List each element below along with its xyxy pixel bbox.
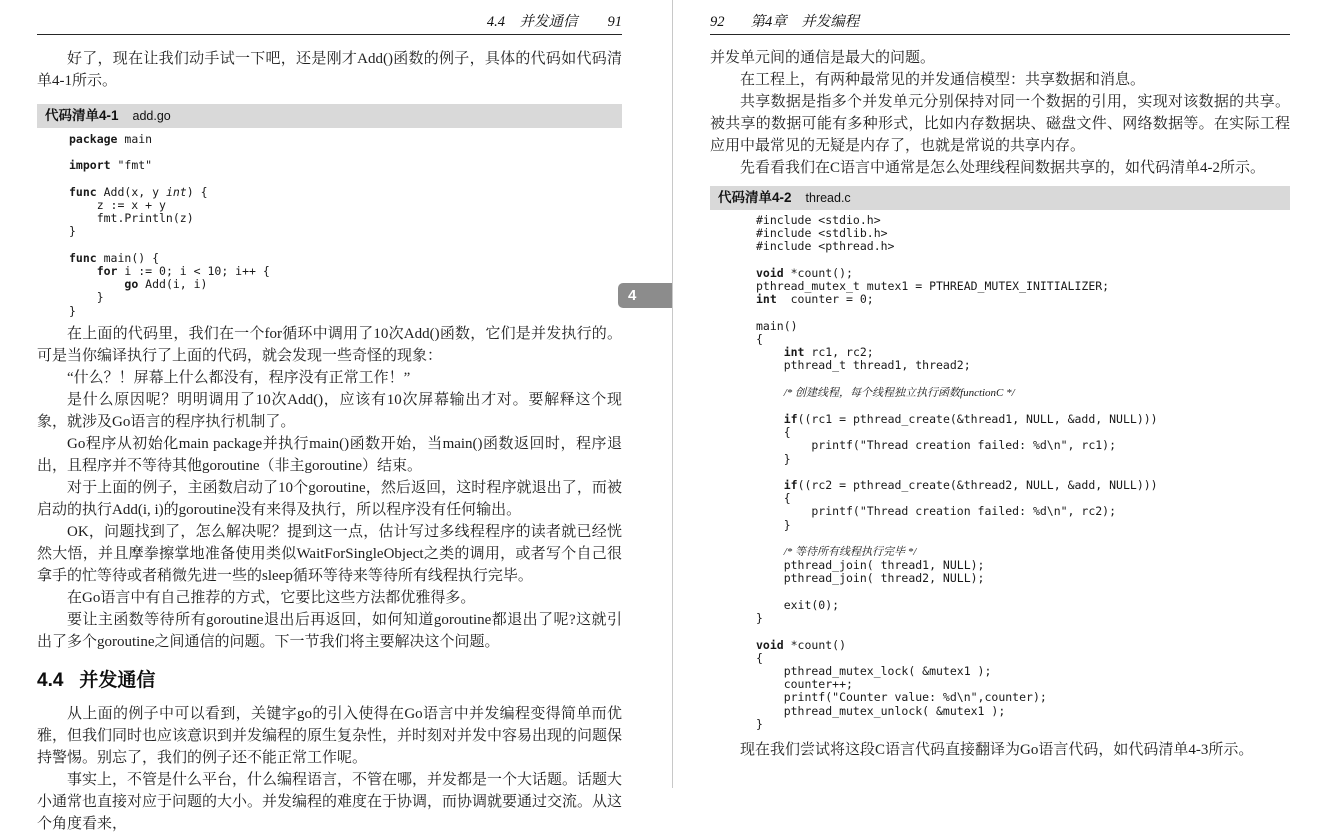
paragraph: 在工程上，有两种最常见的并发通信模型：共享数据和消息。 <box>740 72 1146 88</box>
code-line: } <box>756 611 763 626</box>
paragraph: 事实上，不管是什么平台，什么编程语言，不管在哪，并发都是一个大话题。话题大小通常也直接对应于问题的大小。并发编程的难度在于协调，而协调就要通过交流。从这个角度看来， <box>37 771 623 832</box>
intro-paragraph: 好了，现在让我们动手试一下吧，还是刚才Add()函数的例子，具体的代码如代码清单4-1所示。 <box>37 51 622 89</box>
page-92 <box>673 0 1318 761</box>
code-line: } <box>756 517 791 532</box>
listing-4-1-label: 代码清单4-1 <box>45 108 119 123</box>
shared-data-paragraphs <box>710 47 1290 179</box>
code-line: go Add(i, i) <box>124 277 208 292</box>
paragraph: “什么？！屏幕上什么都没有，程序没有正常工作！” <box>67 369 411 386</box>
code-line: for i := 0; i < 10; i++ { <box>96 264 270 279</box>
section-heading-4-4 <box>37 668 622 694</box>
listing-4-2-filename: thread.c <box>805 191 851 205</box>
code-line: printf("Thread creation failed: %d\n", rc1); <box>756 438 1117 453</box>
code-line <box>756 372 1290 385</box>
code-line: { <box>756 331 763 346</box>
listing-4-1-filename: add.go <box>132 109 171 123</box>
closing-paragraph: 现在我们尝试将这段C语言代码直接翻译为Go语言代码，如代码清单4-3所示。 <box>740 741 1254 758</box>
code-line: import "fmt" <box>69 158 153 173</box>
code-line: void *count(); <box>756 265 853 280</box>
code-line <box>756 532 1290 545</box>
code-line: z := x + y <box>69 198 166 213</box>
code-line: int rc1, rc2; <box>783 345 874 360</box>
code-line: #include <pthread.h> <box>756 239 895 254</box>
code-line: void *count() <box>756 637 847 652</box>
code-line: if((rc2 = pthread_create(&thread2, NULL, &add, NULL))) <box>783 478 1158 493</box>
page-number-92: 92 <box>710 14 725 30</box>
code-line: { <box>756 491 791 506</box>
code-line <box>756 306 1290 319</box>
page-92-running-header <box>710 0 1290 35</box>
section-4-4-paragraphs <box>37 703 622 835</box>
code-line: printf("Counter value: %d\n",counter); <box>756 690 1047 705</box>
chapter-4-thumb-tab: 4 <box>618 283 672 308</box>
code-line: if((rc1 = pthread_create(&thread1, NULL, &add, NULL))) <box>783 412 1158 427</box>
paragraph: 并发单元间的通信是最大的问题。 <box>710 50 936 66</box>
code-line: pthread_mutex_t mutex1 = PTHREAD_MUTEX_INITIALIZER; <box>756 279 1110 294</box>
code-line: } <box>756 716 763 731</box>
code-line: pthread_mutex_unlock( &mutex1 ); <box>756 703 1006 718</box>
code-line: #include <stdio.h> <box>756 213 881 227</box>
paragraph: 先看看我们在C语言中通常是怎么处理线程间数据共享的，如代码清单4-2所示。 <box>740 160 1266 176</box>
code-line: #include <stdlib.h> <box>756 226 888 241</box>
code-line: package main <box>69 132 153 146</box>
page-number-91: 91 <box>607 14 622 30</box>
page-91-running-header <box>37 0 622 35</box>
code-line: pthread_join( thread1, NULL); <box>756 558 985 573</box>
code-line: } <box>756 451 791 466</box>
paragraph: 在Go语言中有自己推荐的方式，它要比这些方法都优雅得多。 <box>67 589 476 606</box>
code-line: { <box>756 425 791 440</box>
paragraph: 共享数据是指多个并发单元分别保持对同一个数据的引用，实现对该数据的共享。被共享的数据可能有多种形式，比如内存数据块、磁盘文件、网络数据等。在实际工程应用中最常见的无疑是内存了，也就是常说的共享内存。 <box>710 94 1290 154</box>
code-line: { <box>756 650 763 665</box>
code-line: } <box>69 224 76 239</box>
listing-4-2-label: 代码清单4-2 <box>718 190 792 205</box>
section-number: 4.4 <box>37 669 64 691</box>
code-listing-4-2 <box>710 210 1290 733</box>
paragraph: 是什么原因呢？明明调用了10次Add()，应该有10次屏幕输出才对。要解释这个现象，就涉及Go语言的程序执行机制了。 <box>37 391 622 430</box>
paragraph: 对于上面的例子，主函数启动了10个goroutine，然后返回，这时程序就退出了，而被启动的执行Add(i, i)的goroutine没有来得及执行，所以程序没有任何输出。 <box>37 479 622 518</box>
code-line: pthread_t thread1, thread2; <box>756 358 971 373</box>
code-line: /* 创建线程，每个线程独立执行函数functionC */ <box>783 386 1015 399</box>
code-listing-4-1 <box>37 128 622 320</box>
paragraph: Go程序从初始化main package并执行main()函数开始，当main()函数返回时，程序退出，且程序并不等待其他goroutine（非主goroutine）结束。 <box>37 435 622 474</box>
paragraph: 从上面的例子中可以看到，关键字go的引入使得在Go语言中并发编程变得简单而优雅，但我们同时也应该意识到并发编程的原生复杂性，并时刻对并发中容易出现的问题保持警惕。别忘了，我们的例子还不能正常工作呢。 <box>37 705 623 766</box>
code-line: fmt.Println(z) <box>69 211 194 226</box>
running-chapter-title: 第4章 并发编程 <box>750 14 860 30</box>
code-line: } <box>69 290 104 305</box>
listing-4-2-header-bar <box>710 186 1290 210</box>
code-line: pthread_join( thread2, NULL); <box>756 571 985 586</box>
code-line: main() <box>756 318 798 333</box>
section-title: 并发通信 <box>79 669 156 691</box>
paragraph: 要让主函数等待所有goroutine退出后再返回，如何知道goroutine都退出了呢?这就引出了多个goroutine之间通信的问题。下一节我们将主要解决这个问题。 <box>37 611 622 650</box>
listing-4-1-header-bar <box>37 104 622 128</box>
running-section-title: 4.4 并发通信 <box>486 14 578 30</box>
code-line: /* 等待所有线程执行完毕 */ <box>783 546 917 559</box>
code-line: pthread_mutex_lock( &mutex1 ); <box>756 663 992 678</box>
code-line: counter++; <box>756 677 853 692</box>
code-line: } <box>69 303 76 318</box>
code-line: func main() { <box>69 250 160 265</box>
discussion-paragraphs <box>37 323 622 653</box>
code-line: printf("Thread creation failed: %d\n", rc2); <box>756 504 1117 519</box>
code-line: func Add(x, y int) { <box>69 184 208 199</box>
code-line: exit(0); <box>756 597 840 612</box>
paragraph: 在上面的代码里，我们在一个for循环中调用了10次Add()函数，它们是并发执行的。可是当你编译执行了上面的代码，就会发现一些奇怪的现象： <box>37 325 622 364</box>
paragraph: OK，问题找到了，怎么解决呢？提到这一点，估计写过多线程程序的读者就已经恍然大悟，并且摩拳擦掌地准备使用类似WaitForSingleObject之类的调用，或者写个自己很拿手的忙等待或者稍微先进一些的sleep循环等待来等待所有线程执行完毕。 <box>37 523 622 584</box>
code-line: int counter = 0; <box>756 292 874 307</box>
